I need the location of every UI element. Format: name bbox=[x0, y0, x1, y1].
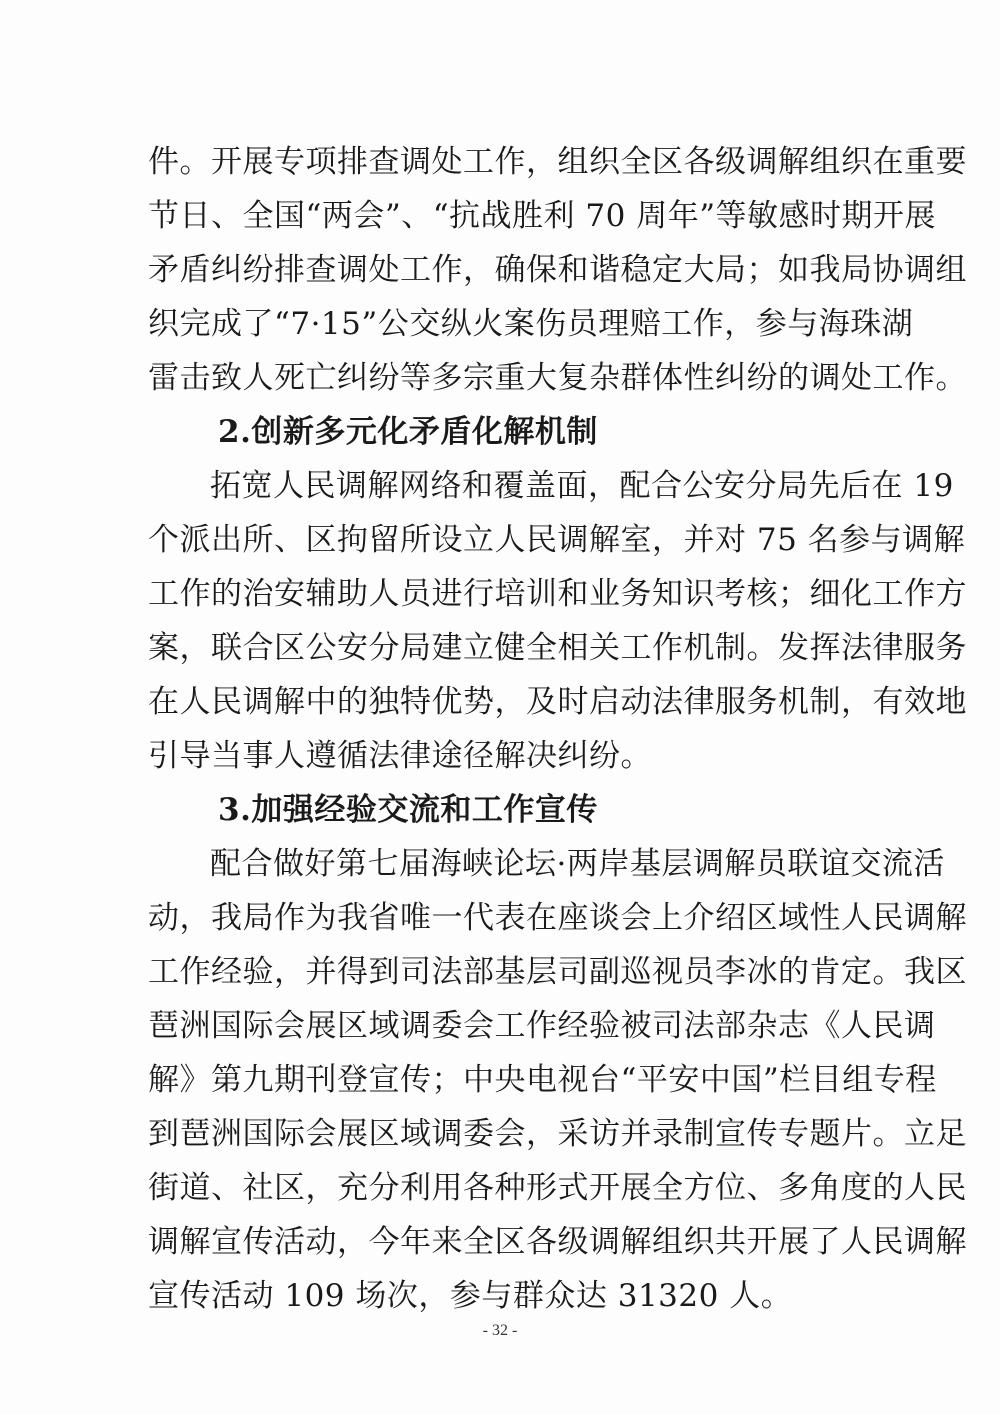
section-heading-3: 3.加强经验交流和工作宣传 bbox=[218, 792, 598, 828]
section-heading-2: 2.创新多元化矛盾化解机制 bbox=[218, 414, 598, 450]
text-line: 工作经验，并得到司法部基层司副巡视员李冰的肯定。我区 bbox=[148, 954, 967, 990]
text-line: 宣传活动 109 场次，参与群众达 31320 人。 bbox=[148, 1278, 793, 1314]
paragraph-continuation bbox=[148, 135, 967, 405]
document-body bbox=[148, 135, 967, 1323]
text-line: 拓宽人民调解网络和覆盖面，配合公安分局先后在 19 bbox=[210, 468, 954, 504]
text-line: 引导当事人遵循法律途径解决纠纷。 bbox=[148, 738, 652, 774]
text-line: 琶洲国际会展区域调委会工作经验被司法部杂志《人民调 bbox=[148, 1008, 936, 1044]
text-line: 动，我局作为我省唯一代表在座谈会上介绍区域性人民调解 bbox=[148, 900, 967, 936]
text-line: 配合做好第七届海峡论坛·两岸基层调解员联谊交流活 bbox=[210, 846, 945, 882]
text-line: 在人民调解中的独特优势，及时启动法律服务机制，有效地 bbox=[148, 684, 967, 720]
text-line: 织完成了“7·15”公交纵火案伤员理赔工作，参与海珠湖 bbox=[148, 306, 914, 342]
text-line: 件。开展专项排查调处工作，组织全区各级调解组织在重要 bbox=[148, 144, 967, 180]
text-line: 矛盾纠纷排查调处工作，确保和谐稳定大局；如我局协调组 bbox=[148, 252, 967, 288]
text-line: 到琶洲国际会展区域调委会，采访并录制宣传专题片。立足 bbox=[148, 1116, 967, 1152]
text-line: 街道、社区，充分利用各种形式开展全方位、多角度的人民 bbox=[148, 1170, 967, 1206]
text-line: 解》第九期刊登宣传；中央电视台“平安中国”栏目组专程 bbox=[148, 1062, 937, 1098]
page-number: - 32 - bbox=[482, 1322, 518, 1339]
text-line: 节日、全国“两会”、“抗战胜利 70 周年”等敏感时期开展 bbox=[148, 198, 937, 234]
text-line: 雷击致人死亡纠纷等多宗重大复杂群体性纠纷的调处工作。 bbox=[148, 360, 967, 396]
text-line: 案，联合区公安分局建立健全相关工作机制。发挥法律服务 bbox=[148, 630, 967, 666]
text-line: 个派出所、区拘留所设立人民调解室，并对 75 名参与调解 bbox=[148, 522, 966, 558]
text-line: 工作的治安辅助人员进行培训和业务知识考核；细化工作方 bbox=[148, 576, 967, 612]
paragraph-mediation-mechanism bbox=[148, 459, 967, 783]
text-line: 调解宣传活动，今年来全区各级调解组织共开展了人民调解 bbox=[148, 1224, 967, 1260]
paragraph-exchange-publicity bbox=[148, 837, 967, 1323]
